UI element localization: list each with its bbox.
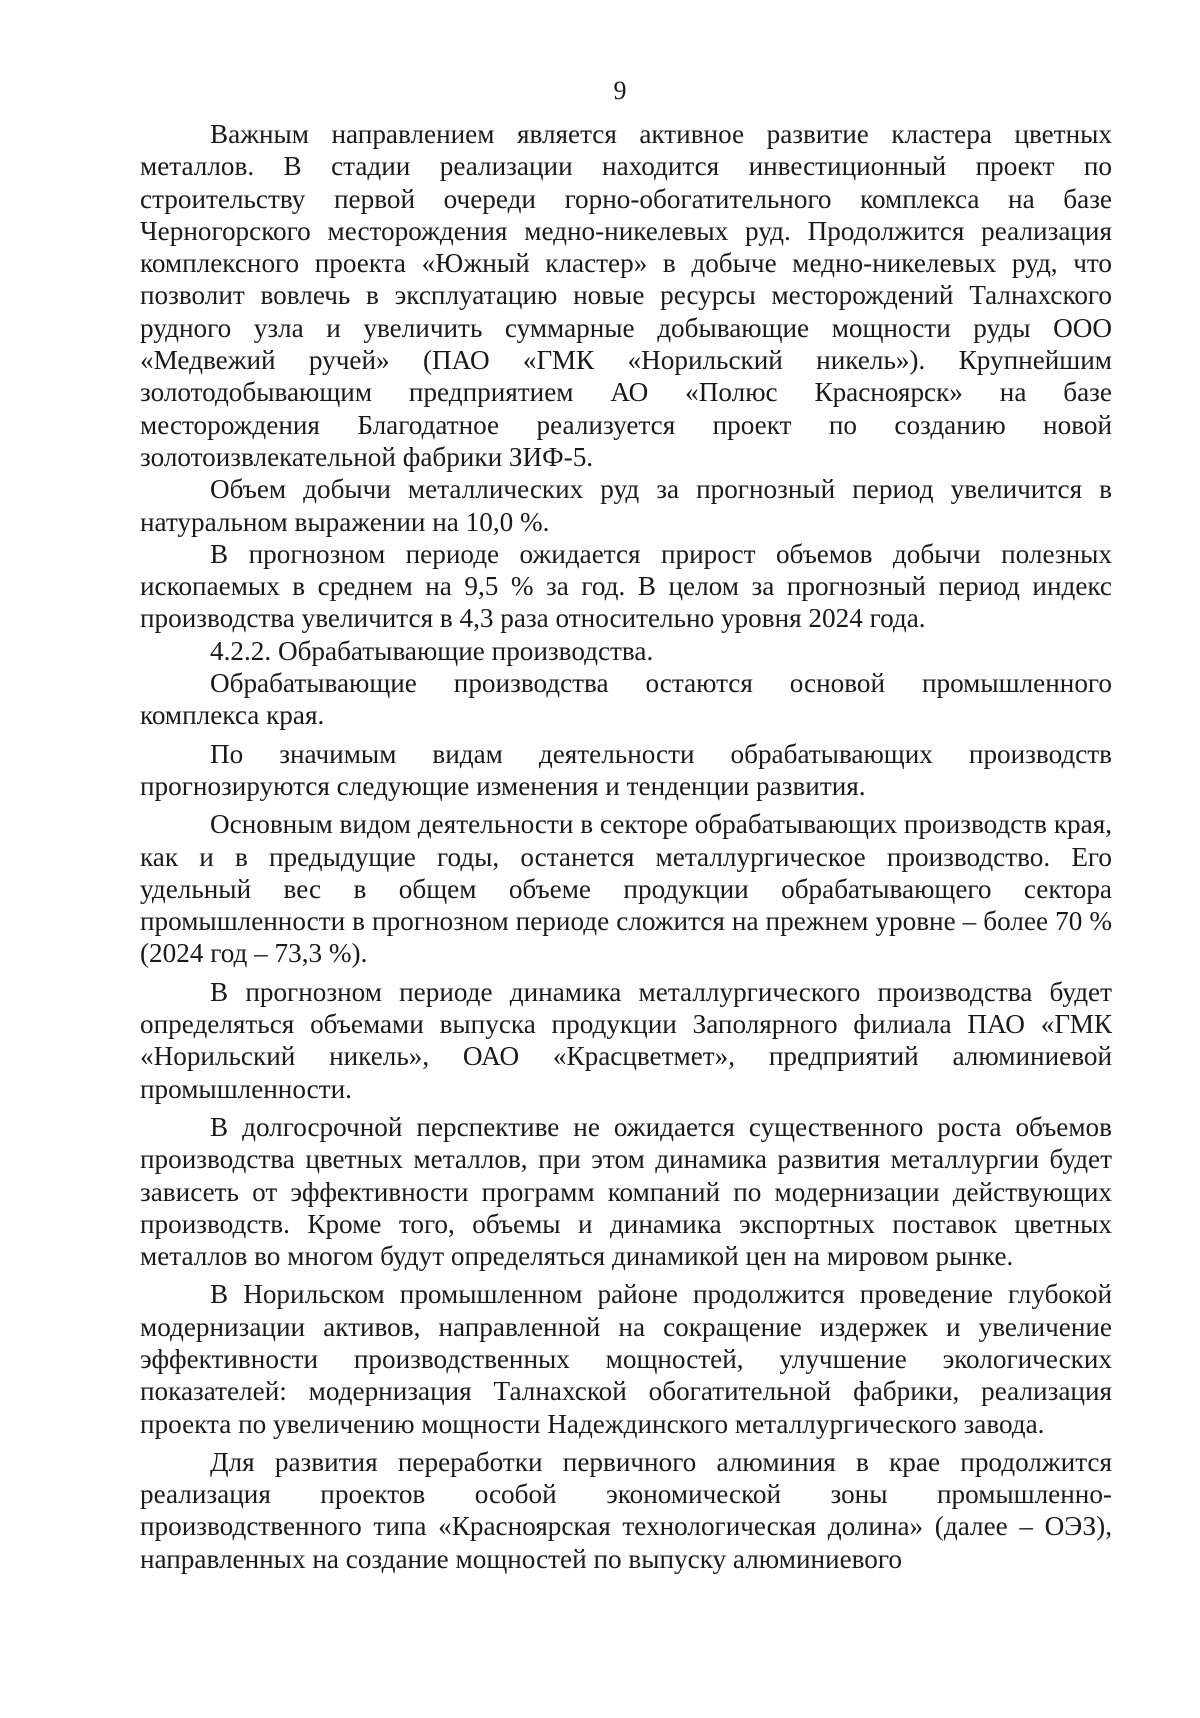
paragraph-ore-volume: Объем добычи металлических руд за прогнозный период увеличится в натуральном выражении на 10,0 %. [140,474,1112,537]
paragraph-aluminium-sez: Для развития переработки первичного алюминия в крае продолжится реализация проектов особой экономической зоны промышленно-производственного типа «Красноярская технологическая долина» (далее – ОЭЗ), направленных на создание мощностей по выпуску алюминиевого [140,1446,1112,1574]
paragraph-long-term: В долгосрочной перспективе не ожидается существенного роста объемов производства цветных металлов, при этом динамика развития металлургии будет зависеть от эффективности программ компаний по модернизации действующих производств. Кроме того, объемы и динамика экспортных поставок цветных металлов во многом будут определяться динамикой цен на мировом рынке. [140,1111,1112,1272]
paragraph-metallurgy-dynamics: В прогнозном периоде динамика металлургического производства будет определяться объемами выпуска продукции Заполярного филиала ПАО «ГМК «Норильский никель», ОАО «Красцветмет», предприятий алюминиевой промышленности. [140,976,1112,1104]
paragraph-nonferrous-cluster: Важным направлением является активное развитие кластера цветных металлов. В стадии реализации находится инвестиционный проект по строительству первой очереди горно-обогатительного комплекса на базе Черногорского месторождения медно-никелевых руд. Продолжится реализация комплексного проекта «Южный кластер» в добыче медно-никелевых руд, что позволит вовлечь в эксплуатацию новые ресурсы месторождений Талнахского рудного узла и увеличить суммарные добывающие мощности руды ООО «Медвежий ручей» (ПАО «ГМК «Норильский никель»). Крупнейшим золотодобывающим предприятием АО «Полюс Красноярск» на базе месторождения Благодатное реализуется проект по созданию новой золотоизвлекательной фабрики ЗИФ-5. [140,119,1112,472]
paragraph-metallurgy-share: Основным видом деятельности в секторе обрабатывающих производств края, как и в предыдущие годы, останется металлургическое производство. Его удельный вес в общем объеме продукции обрабатывающего сектора промышленности в прогнозном периоде сложится на прежнем уровне – более 70 % (2024 год – 73,3 %). [140,809,1112,969]
section-heading: 4.2.2. Обрабатывающие производства. [210,635,654,666]
document-body [140,118,1112,1575]
paragraph-mining-growth: В прогнозном периоде ожидается прирост объемов добычи полезных ископаемых в среднем на 9,5 % за год. В целом за прогнозный период индекс производства увеличится в 4,3 раза относительно уровня 2024 года. [140,538,1112,634]
paragraph-manufacturing-basis: Обрабатывающие производства остаются основой промышленного комплекса края. [140,668,1112,731]
paragraph-norilsk-modernization: В Норильском промышленном районе продолжится проведение глубокой модернизации активов, направленной на сокращение издержек и увеличение эффективности производственных мощностей, улучшение экологических показателей: модернизация Талнахской обогатительной фабрики, реализация проекта по увеличению мощности Надеждинского металлургического завода. [140,1279,1112,1439]
paragraph-trends: По значимым видам деятельности обрабатывающих производств прогнозируются следующие изменения и тенденции развития. [140,738,1112,801]
page-number: 9 [613,76,627,105]
